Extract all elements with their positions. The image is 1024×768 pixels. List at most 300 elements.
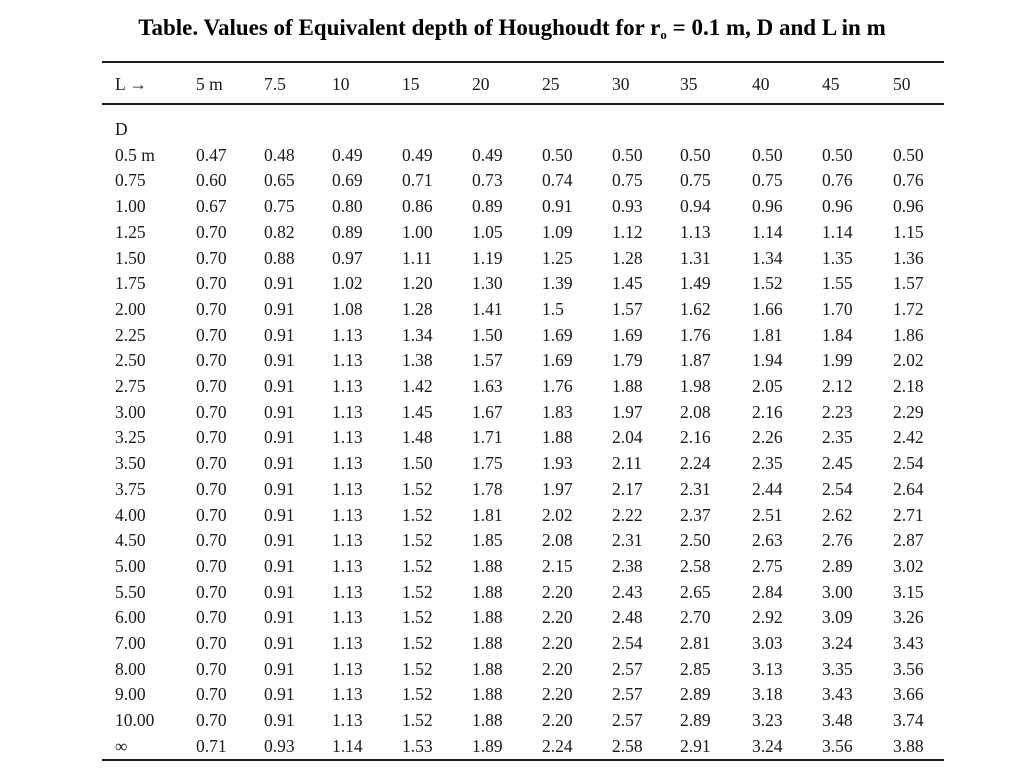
table-cell: 1.98: [680, 376, 711, 397]
table-cell: 1.52: [402, 710, 433, 731]
table-cell: 2.24: [542, 735, 573, 756]
table-cell: 3.23: [752, 710, 783, 731]
table-cell: 1.41: [472, 298, 503, 319]
title-suffix: = 0.1 m, D and L in m: [666, 15, 886, 40]
title-prefix: Table. Values of Equivalent depth of Houghoudt for r: [138, 15, 661, 40]
table-row: [102, 143, 944, 169]
table-cell: 1.08: [332, 298, 363, 319]
table-cell: 0.91: [264, 350, 295, 371]
table-cell: 1.13: [332, 504, 363, 525]
table-cell: 1.14: [332, 735, 363, 756]
table-cell: 1.76: [542, 376, 573, 397]
table-row: [102, 657, 944, 683]
table-cell: 2.91: [680, 735, 711, 756]
table-cell: 1.13: [332, 607, 363, 628]
table-cell: 0.89: [472, 196, 503, 217]
table-cell: 1.39: [542, 273, 573, 294]
table-cell: 0.70: [196, 247, 227, 268]
table-cell: 0.50: [612, 144, 643, 165]
table-cell: 0.93: [264, 735, 295, 756]
table-cell: 3.66: [893, 684, 924, 705]
table-row: [102, 580, 944, 606]
table-row: [102, 503, 944, 529]
table-cell: 1.75: [472, 453, 503, 474]
table-body: [102, 117, 944, 760]
row-d-value: 10.00: [115, 710, 155, 731]
table-row: [102, 605, 944, 631]
table-cell: 3.35: [822, 658, 853, 679]
table-cell: 1.97: [542, 478, 573, 499]
table-cell: 1.57: [612, 298, 643, 319]
table-cell: 3.24: [822, 633, 853, 654]
table-cell: 1.87: [680, 350, 711, 371]
table-cell: 1.13: [332, 324, 363, 345]
table-cell: 0.96: [752, 196, 783, 217]
table-cell: 1.25: [542, 247, 573, 268]
table-cell: 1.13: [332, 478, 363, 499]
table-cell: 2.81: [680, 633, 711, 654]
table-cell: 0.93: [612, 196, 643, 217]
table-cell: 1.52: [402, 478, 433, 499]
table-cell: 1.81: [752, 324, 783, 345]
table-cell: 1.52: [402, 607, 433, 628]
table-cell: 3.24: [752, 735, 783, 756]
table-cell: 0.49: [402, 144, 433, 165]
table-cell: 1.66: [752, 298, 783, 319]
table-cell: 0.76: [893, 170, 924, 191]
table-cell: 2.70: [680, 607, 711, 628]
table-row: [102, 271, 944, 297]
table-cell: 3.56: [893, 658, 924, 679]
table-cell: 0.70: [196, 530, 227, 551]
table-cell: 2.75: [752, 555, 783, 576]
table-cell: 1.69: [612, 324, 643, 345]
table-cell: 1.78: [472, 478, 503, 499]
table-cell: 0.70: [196, 350, 227, 371]
table-cell: 1.71: [472, 427, 503, 448]
table-cell: 0.91: [264, 453, 295, 474]
table-row: [102, 323, 944, 349]
table-cell: 2.54: [893, 453, 924, 474]
table-cell: 2.20: [542, 684, 573, 705]
table-cell: 2.64: [893, 478, 924, 499]
row-d-value: 0.5 m: [115, 144, 155, 165]
table-cell: 0.73: [472, 170, 503, 191]
table-cell: 2.18: [893, 376, 924, 397]
table-cell: 1.88: [472, 607, 503, 628]
table-cell: 2.57: [612, 710, 643, 731]
table-cell: 3.74: [893, 710, 924, 731]
table-cell: 0.89: [332, 221, 363, 242]
table-cell: 1.83: [542, 401, 573, 422]
table-cell: 1.89: [472, 735, 503, 756]
table-cell: 1.09: [542, 221, 573, 242]
table-cell: 1.63: [472, 376, 503, 397]
row-d-value: 5.50: [115, 581, 146, 602]
table-cell: 0.70: [196, 710, 227, 731]
table-cell: 0.75: [612, 170, 643, 191]
table-cell: 0.91: [264, 633, 295, 654]
table-cell: 2.02: [893, 350, 924, 371]
table-cell: 0.71: [196, 735, 227, 756]
table-cell: 0.91: [264, 376, 295, 397]
table-cell: 1.02: [332, 273, 363, 294]
table-cell: 1.94: [752, 350, 783, 371]
table-cell: 1.13: [332, 401, 363, 422]
table-cell: 0.96: [893, 196, 924, 217]
table-cell: 0.49: [472, 144, 503, 165]
table-cell: 2.20: [542, 607, 573, 628]
table-cell: 1.13: [332, 581, 363, 602]
column-header: 35: [680, 74, 698, 94]
table-header: [102, 70, 944, 98]
column-header: 40: [752, 74, 770, 94]
table-cell: 0.91: [264, 710, 295, 731]
table-cell: 1.49: [680, 273, 711, 294]
table-cell: 2.51: [752, 504, 783, 525]
table-cell: 1.28: [612, 247, 643, 268]
row-d-value: 2.25: [115, 324, 146, 345]
table-cell: 1.88: [472, 633, 503, 654]
table-cell: 0.70: [196, 478, 227, 499]
table-cell: 2.84: [752, 581, 783, 602]
column-header: 45: [822, 74, 840, 94]
table-row: [102, 682, 944, 708]
table-cell: 2.22: [612, 504, 643, 525]
l-axis-header: L →: [115, 74, 147, 94]
table-cell: 3.02: [893, 555, 924, 576]
table-cell: 1.13: [332, 453, 363, 474]
table-cell: 2.16: [752, 401, 783, 422]
table-row: [102, 220, 944, 246]
table-cell: 0.70: [196, 376, 227, 397]
table-cell: 1.88: [472, 710, 503, 731]
table-cell: 1.52: [402, 530, 433, 551]
table-cell: 2.31: [680, 478, 711, 499]
table-cell: 1.88: [472, 581, 503, 602]
table-cell: 1.50: [402, 453, 433, 474]
table-cell: 3.88: [893, 735, 924, 756]
table-row: [102, 554, 944, 580]
table-cell: 2.08: [680, 401, 711, 422]
table-cell: 0.91: [264, 401, 295, 422]
table-cell: 2.31: [612, 530, 643, 551]
table-cell: 1.48: [402, 427, 433, 448]
table-cell: 2.08: [542, 530, 573, 551]
d-header-row: [102, 117, 944, 143]
row-d-value: 0.75: [115, 170, 146, 191]
row-d-value: 3.75: [115, 478, 146, 499]
table-cell: 1.36: [893, 247, 924, 268]
table-row: [102, 400, 944, 426]
table-row: [102, 246, 944, 272]
row-d-value: 3.25: [115, 427, 146, 448]
row-d-value: 3.00: [115, 401, 146, 422]
table-cell: 2.26: [752, 427, 783, 448]
header-row: [102, 70, 944, 98]
table-cell: 2.16: [680, 427, 711, 448]
table-cell: 0.91: [264, 530, 295, 551]
table-cell: 2.24: [680, 453, 711, 474]
table-cell: 2.62: [822, 504, 853, 525]
table-cell: 0.91: [264, 504, 295, 525]
column-header: 50: [893, 74, 911, 94]
table-cell: 2.43: [612, 581, 643, 602]
table-cell: 3.03: [752, 633, 783, 654]
table-cell: 1.99: [822, 350, 853, 371]
table-cell: 2.48: [612, 607, 643, 628]
table-cell: 2.20: [542, 633, 573, 654]
table-cell: 0.91: [264, 581, 295, 602]
row-d-value: 1.50: [115, 247, 146, 268]
table-cell: 1.86: [893, 324, 924, 345]
table-cell: 1.88: [472, 684, 503, 705]
table-cell: 1.13: [332, 658, 363, 679]
table-cell: 2.38: [612, 555, 643, 576]
table-cell: 1.05: [472, 221, 503, 242]
table-cell: 0.91: [264, 607, 295, 628]
title-subscript: o: [660, 27, 667, 42]
table-cell: 0.47: [196, 144, 227, 165]
table-cell: 2.92: [752, 607, 783, 628]
table-cell: 1.11: [402, 247, 432, 268]
table-cell: 1.67: [472, 401, 503, 422]
row-d-value: 7.00: [115, 633, 146, 654]
table-cell: 2.89: [680, 710, 711, 731]
table-cell: 0.70: [196, 453, 227, 474]
table-cell: 0.91: [264, 298, 295, 319]
table-cell: 2.35: [752, 453, 783, 474]
table-cell: 2.58: [612, 735, 643, 756]
table-cell: 0.70: [196, 401, 227, 422]
table-cell: 0.49: [332, 144, 363, 165]
table-cell: 1.14: [822, 221, 853, 242]
table-cell: 1.19: [472, 247, 503, 268]
table-cell: 0.82: [264, 221, 295, 242]
table-row: [102, 194, 944, 220]
table-cell: 3.18: [752, 684, 783, 705]
table-cell: 3.13: [752, 658, 783, 679]
table-cell: 2.54: [822, 478, 853, 499]
table-cell: 2.57: [612, 684, 643, 705]
row-d-value: 1.75: [115, 273, 146, 294]
column-header: 5 m: [196, 74, 223, 94]
table-cell: 0.91: [264, 273, 295, 294]
table-cell: 0.75: [680, 170, 711, 191]
column-header: 15: [402, 74, 420, 94]
table-cell: 1.45: [612, 273, 643, 294]
table-cell: 0.70: [196, 633, 227, 654]
table-cell: 0.70: [196, 298, 227, 319]
table-cell: 2.89: [680, 684, 711, 705]
table-cell: 1.13: [332, 710, 363, 731]
table-cell: 1.52: [402, 504, 433, 525]
table-cell: 0.96: [822, 196, 853, 217]
table-cell: 1.81: [472, 504, 503, 525]
table-cell: 0.76: [822, 170, 853, 191]
table-cell: 0.80: [332, 196, 363, 217]
table-cell: 1.69: [542, 350, 573, 371]
table-cell: 0.70: [196, 581, 227, 602]
table-cell: 1.50: [472, 324, 503, 345]
table-cell: 0.70: [196, 324, 227, 345]
table-cell: 2.63: [752, 530, 783, 551]
table-cell: 0.50: [680, 144, 711, 165]
table-cell: 0.70: [196, 427, 227, 448]
table-cell: 2.20: [542, 658, 573, 679]
table-cell: 0.50: [822, 144, 853, 165]
table-cell: 3.26: [893, 607, 924, 628]
table-cell: 2.50: [680, 530, 711, 551]
table-cell: 0.75: [752, 170, 783, 191]
table-cell: 3.56: [822, 735, 853, 756]
table-cell: 1.70: [822, 298, 853, 319]
d-axis-header: D: [115, 119, 128, 139]
table-row: [102, 348, 944, 374]
column-header: 7.5: [264, 74, 286, 94]
table-row: [102, 374, 944, 400]
table-cell: 0.70: [196, 273, 227, 294]
table-cell: 1.52: [402, 684, 433, 705]
table-cell: 1.88: [612, 376, 643, 397]
row-d-value: 3.50: [115, 453, 146, 474]
table-cell: 1.53: [402, 735, 433, 756]
table-row: [102, 451, 944, 477]
row-d-value: 6.00: [115, 607, 146, 628]
row-d-value: 5.00: [115, 555, 146, 576]
table-cell: 1.5: [542, 298, 564, 319]
table-row: [102, 734, 944, 760]
row-d-value: 8.00: [115, 658, 146, 679]
table-cell: 0.50: [752, 144, 783, 165]
table-cell: 0.94: [680, 196, 711, 217]
table-cell: 1.13: [680, 221, 711, 242]
row-d-value: 2.50: [115, 350, 146, 371]
table-cell: 2.44: [752, 478, 783, 499]
table-cell: 2.02: [542, 504, 573, 525]
table-cell: 0.71: [402, 170, 433, 191]
table-cell: 1.88: [472, 658, 503, 679]
table-cell: 1.28: [402, 298, 433, 319]
table-cell: 3.15: [893, 581, 924, 602]
table-cell: 1.34: [752, 247, 783, 268]
table-cell: 1.20: [402, 273, 433, 294]
table-cell: 0.69: [332, 170, 363, 191]
table-cell: 1.30: [472, 273, 503, 294]
table-cell: 0.97: [332, 247, 363, 268]
table-row: [102, 708, 944, 734]
table-cell: 0.86: [402, 196, 433, 217]
table-cell: 2.71: [893, 504, 924, 525]
table-cell: 1.00: [402, 221, 433, 242]
table-cell: 0.70: [196, 684, 227, 705]
table-row: [102, 477, 944, 503]
table-cell: 2.29: [893, 401, 924, 422]
table-top-rule: [102, 61, 944, 63]
column-header: 25: [542, 74, 560, 94]
table-cell: 1.13: [332, 530, 363, 551]
row-d-value: 4.50: [115, 530, 146, 551]
table-cell: 2.58: [680, 555, 711, 576]
table-cell: 0.65: [264, 170, 295, 191]
table-header-rule: [102, 103, 944, 105]
table-cell: 2.65: [680, 581, 711, 602]
table-cell: 2.89: [822, 555, 853, 576]
table-cell: 1.52: [402, 581, 433, 602]
row-d-value: 1.25: [115, 221, 146, 242]
table-cell: 1.57: [472, 350, 503, 371]
table-cell: 1.31: [680, 247, 711, 268]
table-cell: 1.69: [542, 324, 573, 345]
table-cell: 1.13: [332, 684, 363, 705]
table-cell: 3.48: [822, 710, 853, 731]
table-cell: 0.91: [264, 478, 295, 499]
table-cell: 3.43: [822, 684, 853, 705]
table-cell: 3.09: [822, 607, 853, 628]
table-cell: 0.75: [264, 196, 295, 217]
table-cell: 0.70: [196, 504, 227, 525]
table-cell: 0.70: [196, 607, 227, 628]
table-cell: 1.88: [472, 555, 503, 576]
table-cell: 0.91: [264, 555, 295, 576]
table-cell: 1.13: [332, 350, 363, 371]
table-cell: 1.55: [822, 273, 853, 294]
table-cell: 2.04: [612, 427, 643, 448]
table-cell: 0.74: [542, 170, 573, 191]
table-cell: 1.35: [822, 247, 853, 268]
table-cell: 2.11: [612, 453, 642, 474]
table-cell: 0.91: [542, 196, 573, 217]
table-cell: 1.14: [752, 221, 783, 242]
table-cell: 1.93: [542, 453, 573, 474]
table-cell: 1.72: [893, 298, 924, 319]
table-row: [102, 631, 944, 657]
table-cell: 2.45: [822, 453, 853, 474]
table-cell: 1.34: [402, 324, 433, 345]
table-cell: 0.70: [196, 221, 227, 242]
table-cell: 0.70: [196, 658, 227, 679]
table-cell: 1.13: [332, 427, 363, 448]
table-cell: 1.52: [402, 658, 433, 679]
table-bottom-rule: [102, 759, 944, 761]
column-header: 30: [612, 74, 630, 94]
table-cell: 2.57: [612, 658, 643, 679]
table-cell: 2.85: [680, 658, 711, 679]
table-cell: 1.79: [612, 350, 643, 371]
table-cell: 0.70: [196, 555, 227, 576]
table-cell: 1.13: [332, 376, 363, 397]
table-cell: 1.45: [402, 401, 433, 422]
table-row: [102, 528, 944, 554]
table-row: [102, 297, 944, 323]
table-row: [102, 425, 944, 451]
table-cell: 1.52: [402, 555, 433, 576]
page-title: [0, 15, 1024, 43]
table-cell: 1.52: [752, 273, 783, 294]
table-cell: 0.60: [196, 170, 227, 191]
table-cell: 2.15: [542, 555, 573, 576]
table-cell: 0.91: [264, 427, 295, 448]
table-cell: 2.20: [542, 710, 573, 731]
row-d-value: ∞: [115, 735, 128, 756]
row-d-value: 9.00: [115, 684, 146, 705]
table-cell: 1.38: [402, 350, 433, 371]
table-cell: 1.97: [612, 401, 643, 422]
table-cell: 0.91: [264, 658, 295, 679]
table-cell: 1.12: [612, 221, 643, 242]
table-cell: 1.88: [542, 427, 573, 448]
row-d-value: 2.75: [115, 376, 146, 397]
